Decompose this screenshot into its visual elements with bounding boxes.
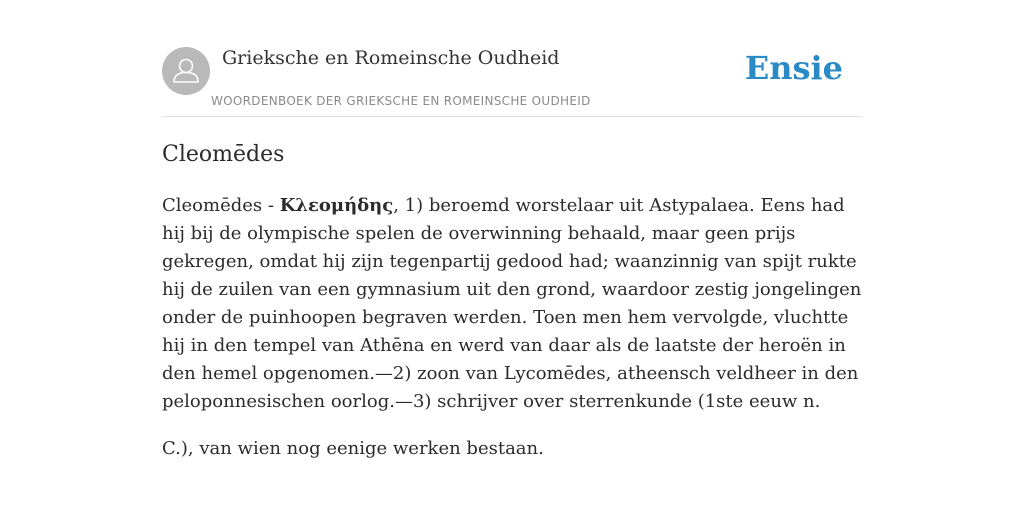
greek-term: Κλεομήδης xyxy=(279,195,394,216)
entry-term: Cleomēdes xyxy=(162,195,263,216)
site-header xyxy=(162,46,862,117)
article-body xyxy=(162,192,862,463)
term-separator: - xyxy=(262,195,280,216)
brand-logo[interactable]: Ensie xyxy=(744,49,843,87)
page-title: Cleomēdes xyxy=(162,142,285,167)
site-title[interactable]: Grieksche en Romeinsche Oudheid xyxy=(222,47,560,69)
continuation-paragraph: C.), van wien nog eenige werken bestaan. xyxy=(162,438,544,459)
definition-paragraph xyxy=(162,192,862,416)
definition-text: , 1) beroemd worstelaar uit Astypalaea. Eens had hij bij de olympische spelen de overwinning behaald, maar geen prijs gekregen, omdat hij zijn tegenpartij gedood had; waanzinnig van spijt rukte hij de zuilen van een gymnasium uit den grond, waardoor zestig jongelingen onder de puinhoopen begraven werden. Toen men hem vervolgde, vluchtte hij in den tempel van Athēna en werd van daar als de laatste der heroën in den hemel opgenomen.—2) zoon van Lycomēdes, atheensch veldheer in den peloponnesischen oorlog.—3) schrijver over sterrenkunde (1ste eeuw n. xyxy=(162,195,862,412)
site-subtitle: WOORDENBOEK DER GRIEKSCHE EN ROMEINSCHE OUDHEID xyxy=(211,94,591,108)
user-silhouette-icon xyxy=(162,47,210,95)
avatar[interactable] xyxy=(162,47,210,95)
